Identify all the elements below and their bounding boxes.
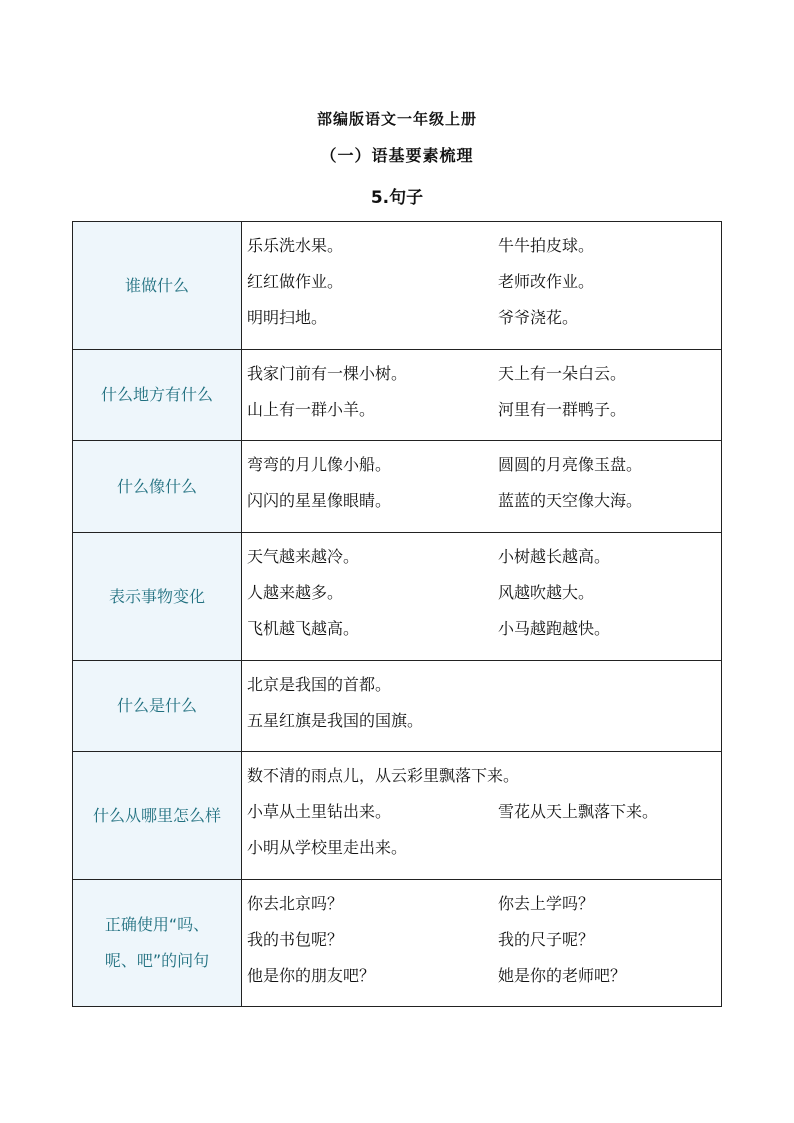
example-line xyxy=(247,665,721,701)
category-cell: 什么像什么 xyxy=(73,441,242,533)
example-line xyxy=(247,701,721,737)
category-label-line: 正确使用“吗、 xyxy=(104,915,210,934)
example-line xyxy=(247,481,721,517)
example-line xyxy=(247,956,721,992)
section-title: （一）语基要素梳理 xyxy=(320,146,474,165)
example-sentence: 小草从土里钻出来。 xyxy=(247,801,392,821)
example-sentence: 天上有一朵白云。 xyxy=(498,363,627,383)
example-sentence: 五星红旗是我国的国旗。 xyxy=(247,710,424,730)
example-sentence: 小树越长越高。 xyxy=(498,546,611,566)
example-line xyxy=(247,609,721,645)
example-line xyxy=(247,920,721,956)
example-line xyxy=(247,262,721,298)
category-cell: 什么从哪里怎么样 xyxy=(73,752,242,880)
category-cell: 表示事物变化 xyxy=(73,533,242,661)
example-cell xyxy=(242,880,722,1007)
example-line xyxy=(247,884,721,920)
example-sentence: 我家门前有一棵小树。 xyxy=(247,363,408,383)
example-sentence: 我的书包呢？ xyxy=(247,929,344,949)
example-sentence: 河里有一群鸭子。 xyxy=(498,399,627,419)
example-sentence: 乐乐洗水果。 xyxy=(247,235,344,255)
example-sentence: 弯弯的月儿像小船。 xyxy=(247,454,392,474)
example-sentence: 人越来越多。 xyxy=(247,582,344,602)
example-line xyxy=(247,298,721,334)
example-cell xyxy=(242,661,722,752)
example-sentence: 风越吹越大。 xyxy=(498,582,595,602)
example-sentence: 她是你的老师吧？ xyxy=(498,965,627,985)
example-line xyxy=(247,537,721,573)
example-sentence: 你去上学吗？ xyxy=(498,893,595,913)
example-sentence: 小马越跑越快。 xyxy=(498,618,611,638)
table-row xyxy=(73,350,722,441)
example-sentence: 飞机越飞越高。 xyxy=(247,618,360,638)
example-sentence: 闪闪的星星像眼睛。 xyxy=(247,490,392,510)
example-sentence: 你去北京吗？ xyxy=(247,893,344,913)
category-label-line: 呢、吧”的问句 xyxy=(104,951,210,970)
example-line xyxy=(247,390,721,426)
table-row xyxy=(73,222,722,350)
example-sentence: 明明扫地。 xyxy=(247,307,328,327)
example-cell xyxy=(242,441,722,533)
example-cell xyxy=(242,752,722,880)
example-sentence: 雪花从天上飘落下来。 xyxy=(498,801,659,821)
table-row xyxy=(73,661,722,752)
example-sentence: 数不清的雨点儿，从云彩里飘落下来。 xyxy=(247,765,520,785)
table-row xyxy=(73,880,722,1007)
sentence-pattern-table xyxy=(72,221,722,1007)
example-sentence: 圆圆的月亮像玉盘。 xyxy=(498,454,643,474)
example-sentence: 牛牛拍皮球。 xyxy=(498,235,595,255)
category-cell xyxy=(73,880,242,1007)
example-line xyxy=(247,756,721,792)
example-cell xyxy=(242,222,722,350)
category-cell: 什么地方有什么 xyxy=(73,350,242,441)
category-cell: 什么是什么 xyxy=(73,661,242,752)
example-line xyxy=(247,828,721,864)
topic-title: 5.句子 xyxy=(370,188,424,208)
example-sentence: 老师改作业。 xyxy=(498,271,595,291)
example-line xyxy=(247,792,721,828)
example-line xyxy=(247,226,721,262)
table-row xyxy=(73,752,722,880)
example-sentence: 天气越来越冷。 xyxy=(247,546,360,566)
table-row xyxy=(73,533,722,661)
example-sentence: 他是你的朋友吧？ xyxy=(247,965,376,985)
document-subject-title: 部编版语文一年级上册 xyxy=(316,110,477,128)
table-row xyxy=(73,441,722,533)
example-line xyxy=(247,573,721,609)
example-line xyxy=(247,445,721,481)
example-sentence: 北京是我国的首都。 xyxy=(247,674,392,694)
example-sentence: 山上有一群小羊。 xyxy=(247,399,376,419)
example-sentence: 蓝蓝的天空像大海。 xyxy=(498,490,643,510)
example-cell xyxy=(242,533,722,661)
example-sentence: 爷爷浇花。 xyxy=(498,307,579,327)
example-sentence: 我的尺子呢？ xyxy=(498,929,595,949)
example-sentence: 小明从学校里走出来。 xyxy=(247,837,408,857)
example-line xyxy=(247,354,721,390)
example-cell xyxy=(242,350,722,441)
category-cell: 谁做什么 xyxy=(73,222,242,350)
example-sentence: 红红做作业。 xyxy=(247,271,344,291)
